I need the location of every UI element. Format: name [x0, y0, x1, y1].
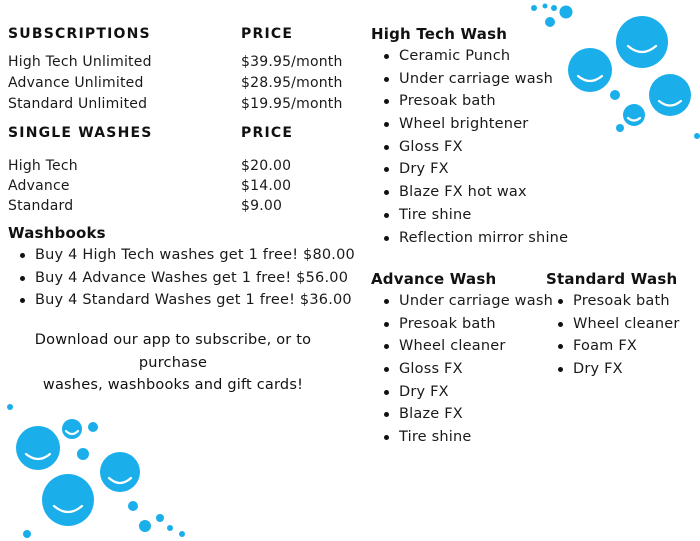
list-item: Presoak bath [546, 290, 680, 313]
list-item: Presoak bath [372, 90, 568, 113]
list-item: Dry FX [546, 358, 680, 381]
bubble [77, 448, 89, 460]
list-item: Buy 4 Standard Washes get 1 free! $36.00 [8, 289, 355, 312]
single-wash-price: $9.00 [241, 198, 283, 214]
bubble [545, 17, 555, 27]
list-item: Wheel brightener [372, 113, 568, 136]
list-item: Dry FX [372, 158, 568, 181]
single-wash-name: High Tech [8, 158, 78, 174]
list-item: Dry FX [372, 381, 553, 404]
advance-wash-list [372, 290, 553, 449]
bubble [139, 520, 151, 532]
bubble [16, 426, 60, 470]
bubbles-icon [520, 0, 700, 145]
standard-wash-list [546, 290, 680, 381]
advance-wash-title: Advance Wash [371, 270, 497, 288]
subscription-name: Standard Unlimited [8, 96, 148, 112]
standard-wash-title: Standard Wash [546, 270, 678, 288]
bubble [7, 404, 13, 410]
bubble [531, 5, 537, 11]
bubbles-icon [0, 396, 190, 541]
list-item: Reflection mirror shine [372, 227, 568, 250]
single-wash-name: Standard [8, 198, 74, 214]
list-item: Foam FX [546, 335, 680, 358]
single-wash-price: $14.00 [241, 178, 292, 194]
subscription-price: $28.95/month [241, 75, 343, 91]
list-item: Blaze FX [372, 403, 553, 426]
subscription-name: High Tech Unlimited [8, 54, 152, 70]
single-wash-name: Advance [8, 178, 70, 194]
bubble [543, 4, 548, 9]
promo-line: washes, washbooks and gift cards! [42, 377, 304, 393]
list-item: Wheel cleaner [372, 335, 553, 358]
list-item: Under carriage wash [372, 68, 568, 91]
bubble [88, 422, 98, 432]
bubble [167, 525, 173, 531]
promo-line: Download our app to subscribe, or to purchase [34, 332, 312, 371]
bubble [23, 530, 31, 538]
single-wash-price: $20.00 [241, 158, 292, 174]
bubble [568, 48, 612, 92]
bubble [551, 5, 557, 11]
list-item: Buy 4 High Tech washes get 1 free! $80.00 [8, 244, 355, 267]
bubble [616, 124, 624, 132]
bubble [694, 133, 700, 139]
bubble [179, 531, 185, 537]
bubble [560, 6, 573, 19]
bubbles-top-right [520, 0, 700, 145]
list-item: Wheel cleaner [546, 313, 680, 336]
bubble [616, 16, 668, 68]
bubble [156, 514, 164, 522]
list-item: Blaze FX hot wax [372, 181, 568, 204]
subscription-price: $39.95/month [241, 54, 343, 70]
subscription-name: Advance Unlimited [8, 75, 144, 91]
promo-text [0, 329, 346, 397]
bubble [623, 104, 645, 126]
list-item: Buy 4 Advance Washes get 1 free! $56.00 [8, 267, 355, 290]
single-washes-price-heading: PRICE [241, 125, 294, 141]
list-item: Under carriage wash [372, 290, 553, 313]
single-washes-heading: SINGLE WASHES [8, 125, 153, 141]
bubble [100, 452, 140, 492]
bubbles-bottom-left [0, 396, 190, 541]
washbooks-heading: Washbooks [8, 224, 106, 242]
bubble [610, 90, 620, 100]
subscription-price: $19.95/month [241, 96, 343, 112]
list-item: Presoak bath [372, 313, 553, 336]
subscriptions-heading: SUBSCRIPTIONS [8, 26, 151, 42]
bubble [62, 419, 82, 439]
high-tech-wash-title: High Tech Wash [371, 25, 508, 43]
bubble [42, 474, 94, 526]
list-item: Gloss FX [372, 136, 568, 159]
list-item: Gloss FX [372, 358, 553, 381]
washbooks-list [8, 244, 355, 312]
list-item: Ceramic Punch [372, 45, 568, 68]
bubble [128, 501, 138, 511]
list-item: Tire shine [372, 426, 553, 449]
subscriptions-price-heading: PRICE [241, 26, 294, 42]
bubble [649, 74, 691, 116]
list-item: Tire shine [372, 204, 568, 227]
